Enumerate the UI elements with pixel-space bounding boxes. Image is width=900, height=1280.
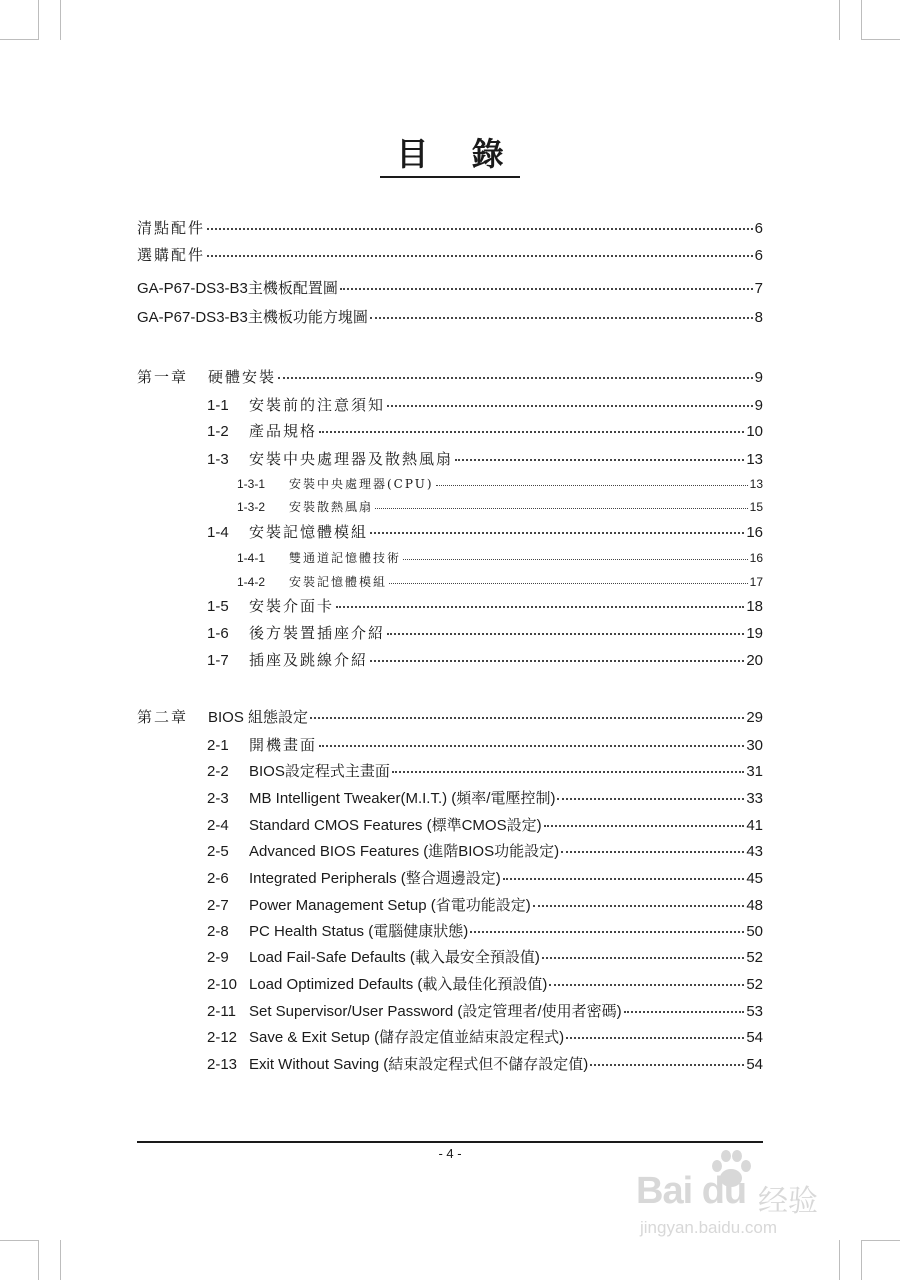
toc-entry-number: 2-8 xyxy=(207,923,229,940)
toc-entry-page: 43 xyxy=(746,843,763,860)
toc-entry-label: 安裝中央處理器(CPU) xyxy=(289,477,434,491)
toc-entry-page: 9 xyxy=(754,369,763,386)
toc-entry-page: 31 xyxy=(746,763,763,780)
toc-entry-page: 52 xyxy=(746,976,763,993)
crop-mark xyxy=(38,1240,39,1280)
toc-entry-label: 產品規格 xyxy=(249,422,318,440)
dot-leader xyxy=(590,1063,744,1066)
toc-entry-page: 16 xyxy=(746,524,763,541)
crop-mark xyxy=(862,39,900,40)
toc-entry xyxy=(207,623,763,643)
toc-entry-label: 雙通道記憶體技術 xyxy=(289,551,402,565)
toc-entry-number: 2-12 xyxy=(207,1029,238,1046)
toc-entry-page: 18 xyxy=(746,598,763,615)
toc-entry-page: 45 xyxy=(746,870,763,887)
dot-leader xyxy=(310,716,744,719)
dot-leader xyxy=(389,582,748,584)
crop-mark xyxy=(839,1240,840,1280)
dot-leader xyxy=(533,904,745,907)
toc-entry-page: 53 xyxy=(746,1003,763,1020)
dot-leader xyxy=(549,983,744,986)
dot-leader xyxy=(403,558,748,560)
toc-entry-number: 2-2 xyxy=(207,763,229,780)
dot-leader xyxy=(370,531,744,534)
toc-entry-number: 1-4-1 xyxy=(237,551,266,565)
crop-mark xyxy=(60,0,61,40)
toc-entry-page: 16 xyxy=(749,551,763,565)
toc-entry xyxy=(207,842,763,862)
dot-leader xyxy=(340,287,753,290)
toc-entry-number: 2-11 xyxy=(207,1003,236,1020)
crop-mark xyxy=(60,1240,61,1280)
crop-mark xyxy=(839,0,840,40)
toc-entry-number: 2-10 xyxy=(207,976,238,993)
toc-entry-number: 1-4-2 xyxy=(237,575,266,589)
toc-entry xyxy=(237,572,763,592)
toc-entry-label: 安裝散熱風扇 xyxy=(289,500,374,514)
toc-entry-page: 13 xyxy=(749,477,763,491)
dot-leader xyxy=(436,484,748,486)
toc-entry xyxy=(237,474,763,494)
toc-entry xyxy=(137,279,763,299)
toc-entry-number: 1-4 xyxy=(207,524,229,541)
toc-entry xyxy=(137,707,763,727)
toc-entry xyxy=(207,395,763,415)
toc-entry-label: 開機畫面 xyxy=(249,736,318,754)
toc-entry-number: 1-1 xyxy=(207,397,229,414)
toc-entry-page: 13 xyxy=(746,451,763,468)
dot-leader xyxy=(542,956,744,959)
toc-entry xyxy=(207,896,763,916)
toc-entry-label: 硬體安裝 xyxy=(208,368,277,386)
toc-entry-page: 7 xyxy=(754,280,763,297)
toc-entry-label: 選購配件 xyxy=(137,246,206,264)
toc-entry-label: BIOS設定程式主畫面 xyxy=(249,763,390,780)
toc-entry xyxy=(207,975,763,995)
dot-leader xyxy=(503,877,745,880)
toc-entry xyxy=(207,1002,763,1022)
toc-entry-number: 1-2 xyxy=(207,423,229,440)
toc-entry-label: 安裝中央處理器及散熱風扇 xyxy=(249,450,454,468)
toc-entry xyxy=(237,548,763,568)
watermark xyxy=(636,1148,856,1243)
toc-entry-number: 1-5 xyxy=(207,598,229,615)
page-title-text: 目 錄 xyxy=(380,132,519,178)
toc-entry-number: 2-4 xyxy=(207,817,229,834)
watermark-text: 经验 xyxy=(758,1184,818,1219)
page-title xyxy=(0,132,900,178)
toc-entry-label: BIOS 組態設定 xyxy=(208,709,309,726)
toc-entry-label: Integrated Peripherals (整合週邊設定) xyxy=(249,870,501,887)
toc-entry-label: Advanced BIOS Features (進階BIOS功能設定) xyxy=(249,843,560,860)
toc-entry-number: 第一章 xyxy=(137,368,189,386)
toc-entry-page: 54 xyxy=(746,1056,763,1073)
toc-entry-page: 6 xyxy=(754,247,763,264)
toc-entry xyxy=(207,789,763,809)
toc-entry-label: 後方裝置插座介紹 xyxy=(249,624,386,642)
toc-entry xyxy=(207,948,763,968)
toc-entry-number: 1-3 xyxy=(207,451,229,468)
toc-entry-number: 2-1 xyxy=(207,737,229,754)
toc-entry-page: 54 xyxy=(746,1029,763,1046)
toc-entry xyxy=(207,762,763,782)
toc-entry-label: GA-P67-DS3-B3主機板配置圖 xyxy=(137,280,338,297)
dot-leader xyxy=(561,850,744,853)
crop-mark xyxy=(38,0,39,40)
dot-leader xyxy=(375,507,748,509)
toc-entry-label: MB Intelligent Tweaker(M.I.T.) (頻率/電壓控制) xyxy=(249,790,556,807)
dot-leader xyxy=(319,430,744,433)
toc-entry-page: 19 xyxy=(746,625,763,642)
toc-entry-label: 安裝前的注意須知 xyxy=(249,396,386,414)
dot-leader xyxy=(207,227,753,230)
toc-entry xyxy=(237,497,763,517)
footer-divider xyxy=(137,1141,763,1143)
toc-entry xyxy=(207,522,763,542)
toc-entry-label: 插座及跳線介紹 xyxy=(249,651,369,669)
dot-leader xyxy=(557,797,744,800)
dot-leader xyxy=(207,254,753,257)
toc-entry-label: Power Management Setup (省電功能設定) xyxy=(249,897,531,914)
toc-entry-page: 50 xyxy=(746,923,763,940)
dot-leader xyxy=(370,659,744,662)
toc-entry-label: Save & Exit Setup (儲存設定值並結束設定程式) xyxy=(249,1029,565,1046)
toc-entry-number: 1-6 xyxy=(207,625,229,642)
toc-entry xyxy=(137,308,763,328)
toc-entry xyxy=(137,218,763,238)
toc-entry-page: 6 xyxy=(754,220,763,237)
toc-entry xyxy=(137,245,763,265)
dot-leader xyxy=(624,1010,745,1013)
toc-entry xyxy=(207,449,763,469)
toc-entry xyxy=(207,596,763,616)
dot-leader xyxy=(387,404,753,407)
toc-entry-number: 2-13 xyxy=(207,1056,238,1073)
toc-entry-label: Load Optimized Defaults (載入最佳化預設值) xyxy=(249,976,548,993)
toc-entry xyxy=(207,1055,763,1075)
toc-entry xyxy=(207,869,763,889)
toc-entry-number: 2-6 xyxy=(207,870,229,887)
toc-entry xyxy=(137,367,763,387)
toc-entry-page: 30 xyxy=(746,737,763,754)
footer-page-number: - 4 - xyxy=(438,1146,462,1161)
toc-entry-label: 安裝記憶體模組 xyxy=(289,575,388,589)
toc-entry-number: 2-3 xyxy=(207,790,229,807)
toc-entry-label: PC Health Status (電腦健康狀態) xyxy=(249,923,469,940)
dot-leader xyxy=(278,376,753,379)
toc-entry xyxy=(207,816,763,836)
toc-entry-label: Exit Without Saving (結束設定程式但不儲存設定值) xyxy=(249,1056,589,1073)
toc-entry-label: Set Supervisor/User Password (設定管理者/使用者密碼) xyxy=(249,1003,622,1020)
toc-entry-label: 安裝介面卡 xyxy=(249,597,335,615)
toc-entry-page: 15 xyxy=(749,500,763,514)
toc-entry-number: 1-7 xyxy=(207,652,229,669)
toc-entry-label: Load Fail-Safe Defaults (載入最安全預設值) xyxy=(249,949,540,966)
toc-entry-number: 2-9 xyxy=(207,949,229,966)
crop-mark xyxy=(0,39,38,40)
dot-leader xyxy=(370,316,753,319)
toc-entry xyxy=(207,650,763,670)
watermark-logo: Bai du xyxy=(636,1170,747,1212)
dot-leader xyxy=(470,930,744,933)
toc-entry xyxy=(207,421,763,441)
toc-entry-number: 1-3-1 xyxy=(237,477,266,491)
dot-leader xyxy=(336,605,744,608)
toc-entry-page: 9 xyxy=(754,397,763,414)
toc-entry xyxy=(207,922,763,942)
toc-entry-page: 33 xyxy=(746,790,763,807)
toc-entry-number: 第二章 xyxy=(137,708,189,726)
toc-entry-number: 2-5 xyxy=(207,843,229,860)
toc-entry-page: 8 xyxy=(754,309,763,326)
toc-entry-page: 10 xyxy=(746,423,763,440)
dot-leader xyxy=(566,1036,744,1039)
dot-leader xyxy=(387,632,744,635)
dot-leader xyxy=(392,770,744,773)
dot-leader xyxy=(319,744,744,747)
crop-mark xyxy=(862,1240,900,1241)
toc-entry-page: 41 xyxy=(746,817,763,834)
toc-entry-label: 安裝記憶體模組 xyxy=(249,523,369,541)
crop-mark xyxy=(861,0,862,40)
toc-entry-number: 1-3-2 xyxy=(237,500,266,514)
toc-entry-page: 17 xyxy=(749,575,763,589)
toc-entry-page: 20 xyxy=(746,652,763,669)
toc-entry-number: 2-7 xyxy=(207,897,229,914)
toc-entry-page: 29 xyxy=(746,709,763,726)
watermark-url: jingyan.baidu.com xyxy=(640,1218,778,1237)
crop-mark xyxy=(0,1240,38,1241)
toc-entry xyxy=(207,1028,763,1048)
toc-entry-label: Standard CMOS Features (標準CMOS設定) xyxy=(249,817,542,834)
dot-leader xyxy=(544,824,745,827)
crop-mark xyxy=(861,1240,862,1280)
dot-leader xyxy=(455,458,744,461)
toc-entry-label: GA-P67-DS3-B3主機板功能方塊圖 xyxy=(137,309,368,326)
toc-entry-page: 52 xyxy=(746,949,763,966)
toc-entry-page: 48 xyxy=(746,897,763,914)
toc-entry-label: 清點配件 xyxy=(137,219,206,237)
toc-entry xyxy=(207,735,763,755)
